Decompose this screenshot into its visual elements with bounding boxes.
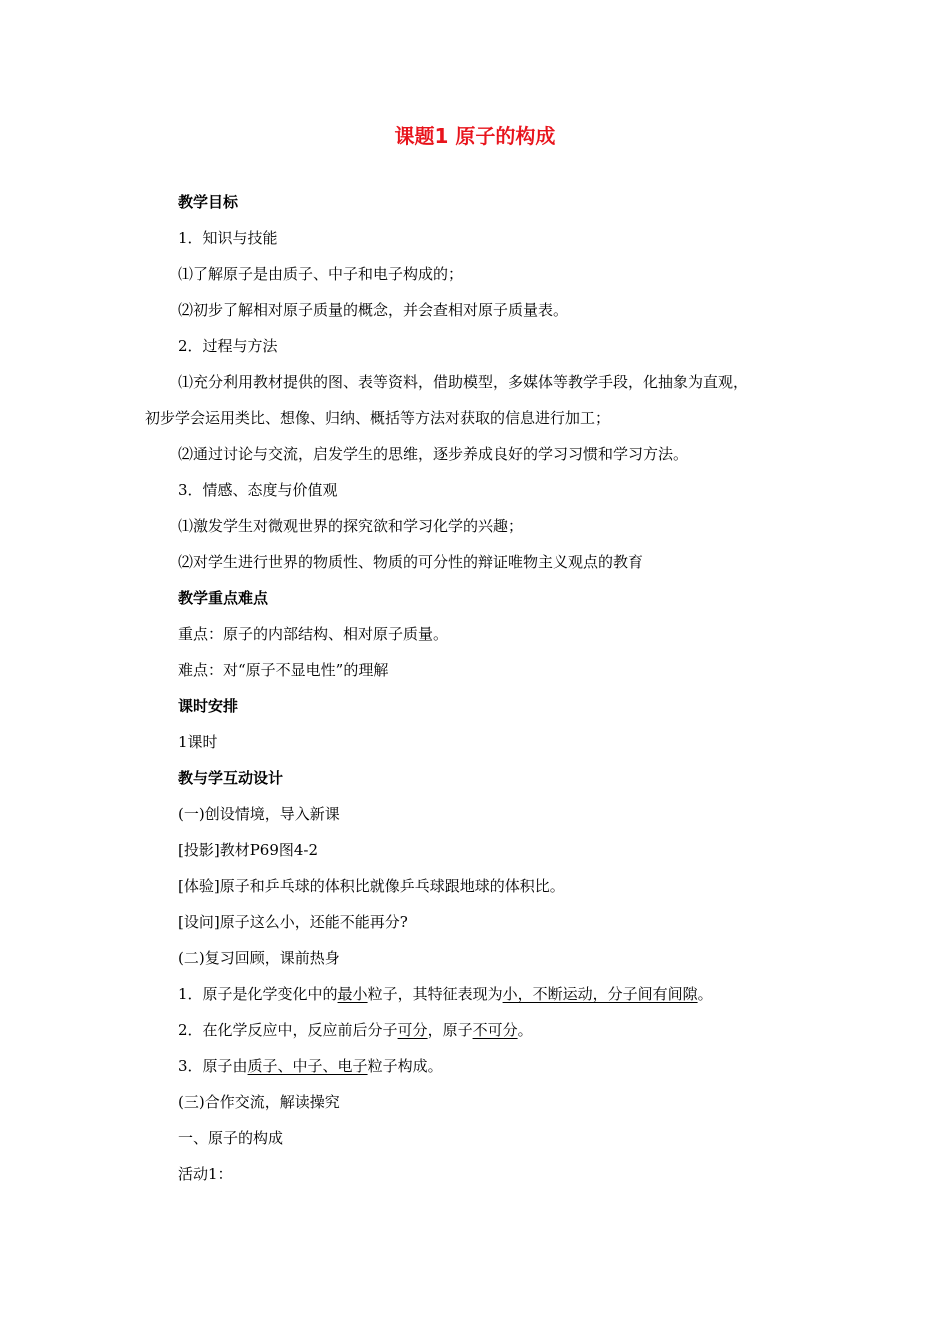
- underlined-answer: 可分: [397, 1021, 428, 1039]
- paragraph: (三)合作交流，解读操究: [178, 1093, 340, 1111]
- underlined-answer: 最小: [337, 985, 368, 1003]
- text-segment: 2．在化学反应中，反应前后分子: [178, 1021, 398, 1039]
- paragraph: 一、原子的构成: [178, 1129, 284, 1147]
- paragraph: ⑴激发学生对微观世界的探究欲和学习化学的兴趣；: [178, 517, 524, 535]
- paragraph-continuation: 初步学会运用类比、想像、归纳、概括等方法对获取的信息进行加工；: [145, 409, 611, 427]
- paragraph: ⑵初步了解相对原子质量的概念，并会查相对原子质量表。: [178, 301, 569, 319]
- paragraph: (一)创设情境，导入新课: [178, 805, 340, 823]
- paragraph: 2．过程与方法: [178, 337, 278, 355]
- paragraph: ⑴了解原子是由质子、中子和电子构成的；: [178, 265, 464, 283]
- paragraph: 难点：对“原子不显电性”的理解: [178, 661, 389, 679]
- paragraph: [投影]教材P69图4-2: [178, 841, 319, 859]
- text-segment: 粒子构成。: [367, 1057, 443, 1075]
- paragraph-with-answers: [145, 1048, 815, 1084]
- heading-schedule: 课时安排: [178, 697, 239, 715]
- paragraph-with-answers: [145, 1012, 815, 1048]
- paragraph: [体验]原子和乒乓球的体积比就像乒乓球跟地球的体积比。: [178, 877, 565, 895]
- underlined-answer: 质子、中子、电子: [247, 1057, 368, 1075]
- text-segment: 1．原子是化学变化中的: [178, 985, 338, 1003]
- paragraph: [设问]原子这么小，还能不能再分?: [178, 913, 408, 931]
- paragraph: 1课时: [178, 733, 218, 751]
- paragraph: 1．知识与技能: [178, 229, 278, 247]
- paragraph-with-answers: [145, 976, 815, 1012]
- text-segment: 。: [697, 985, 713, 1003]
- document-body: [145, 184, 815, 1192]
- paragraph: ⑴充分利用教材提供的图、表等资料，借助模型，多媒体等教学手段，化抽象为直观，: [178, 373, 749, 391]
- underlined-answer: 小，不断运动，分子间有间隙: [502, 985, 698, 1003]
- paragraph: ⑵对学生进行世界的物质性、物质的可分性的辩证唯物主义观点的教育: [178, 553, 644, 571]
- text-segment: 3．原子由: [178, 1057, 248, 1075]
- paragraph: ⑵通过讨论与交流，启发学生的思维，逐步养成良好的学习习惯和学习方法。: [178, 445, 689, 463]
- text-segment: 。: [517, 1021, 533, 1039]
- heading-teaching-goals: 教学目标: [178, 193, 239, 211]
- text-segment: ，原子: [427, 1021, 473, 1039]
- paragraph: 3．情感、态度与价值观: [178, 481, 338, 499]
- underlined-answer: 不可分: [472, 1021, 518, 1039]
- document-title: 课题1 原子的构成: [394, 124, 556, 148]
- heading-interaction-design: 教与学互动设计: [178, 769, 284, 787]
- text-segment: 粒子，其特征表现为: [367, 985, 503, 1003]
- paragraph: (二)复习回顾，课前热身: [178, 949, 340, 967]
- paragraph: 活动1：: [178, 1165, 233, 1183]
- paragraph: 重点：原子的内部结构、相对原子质量。: [178, 625, 449, 643]
- heading-key-points: 教学重点难点: [178, 589, 269, 607]
